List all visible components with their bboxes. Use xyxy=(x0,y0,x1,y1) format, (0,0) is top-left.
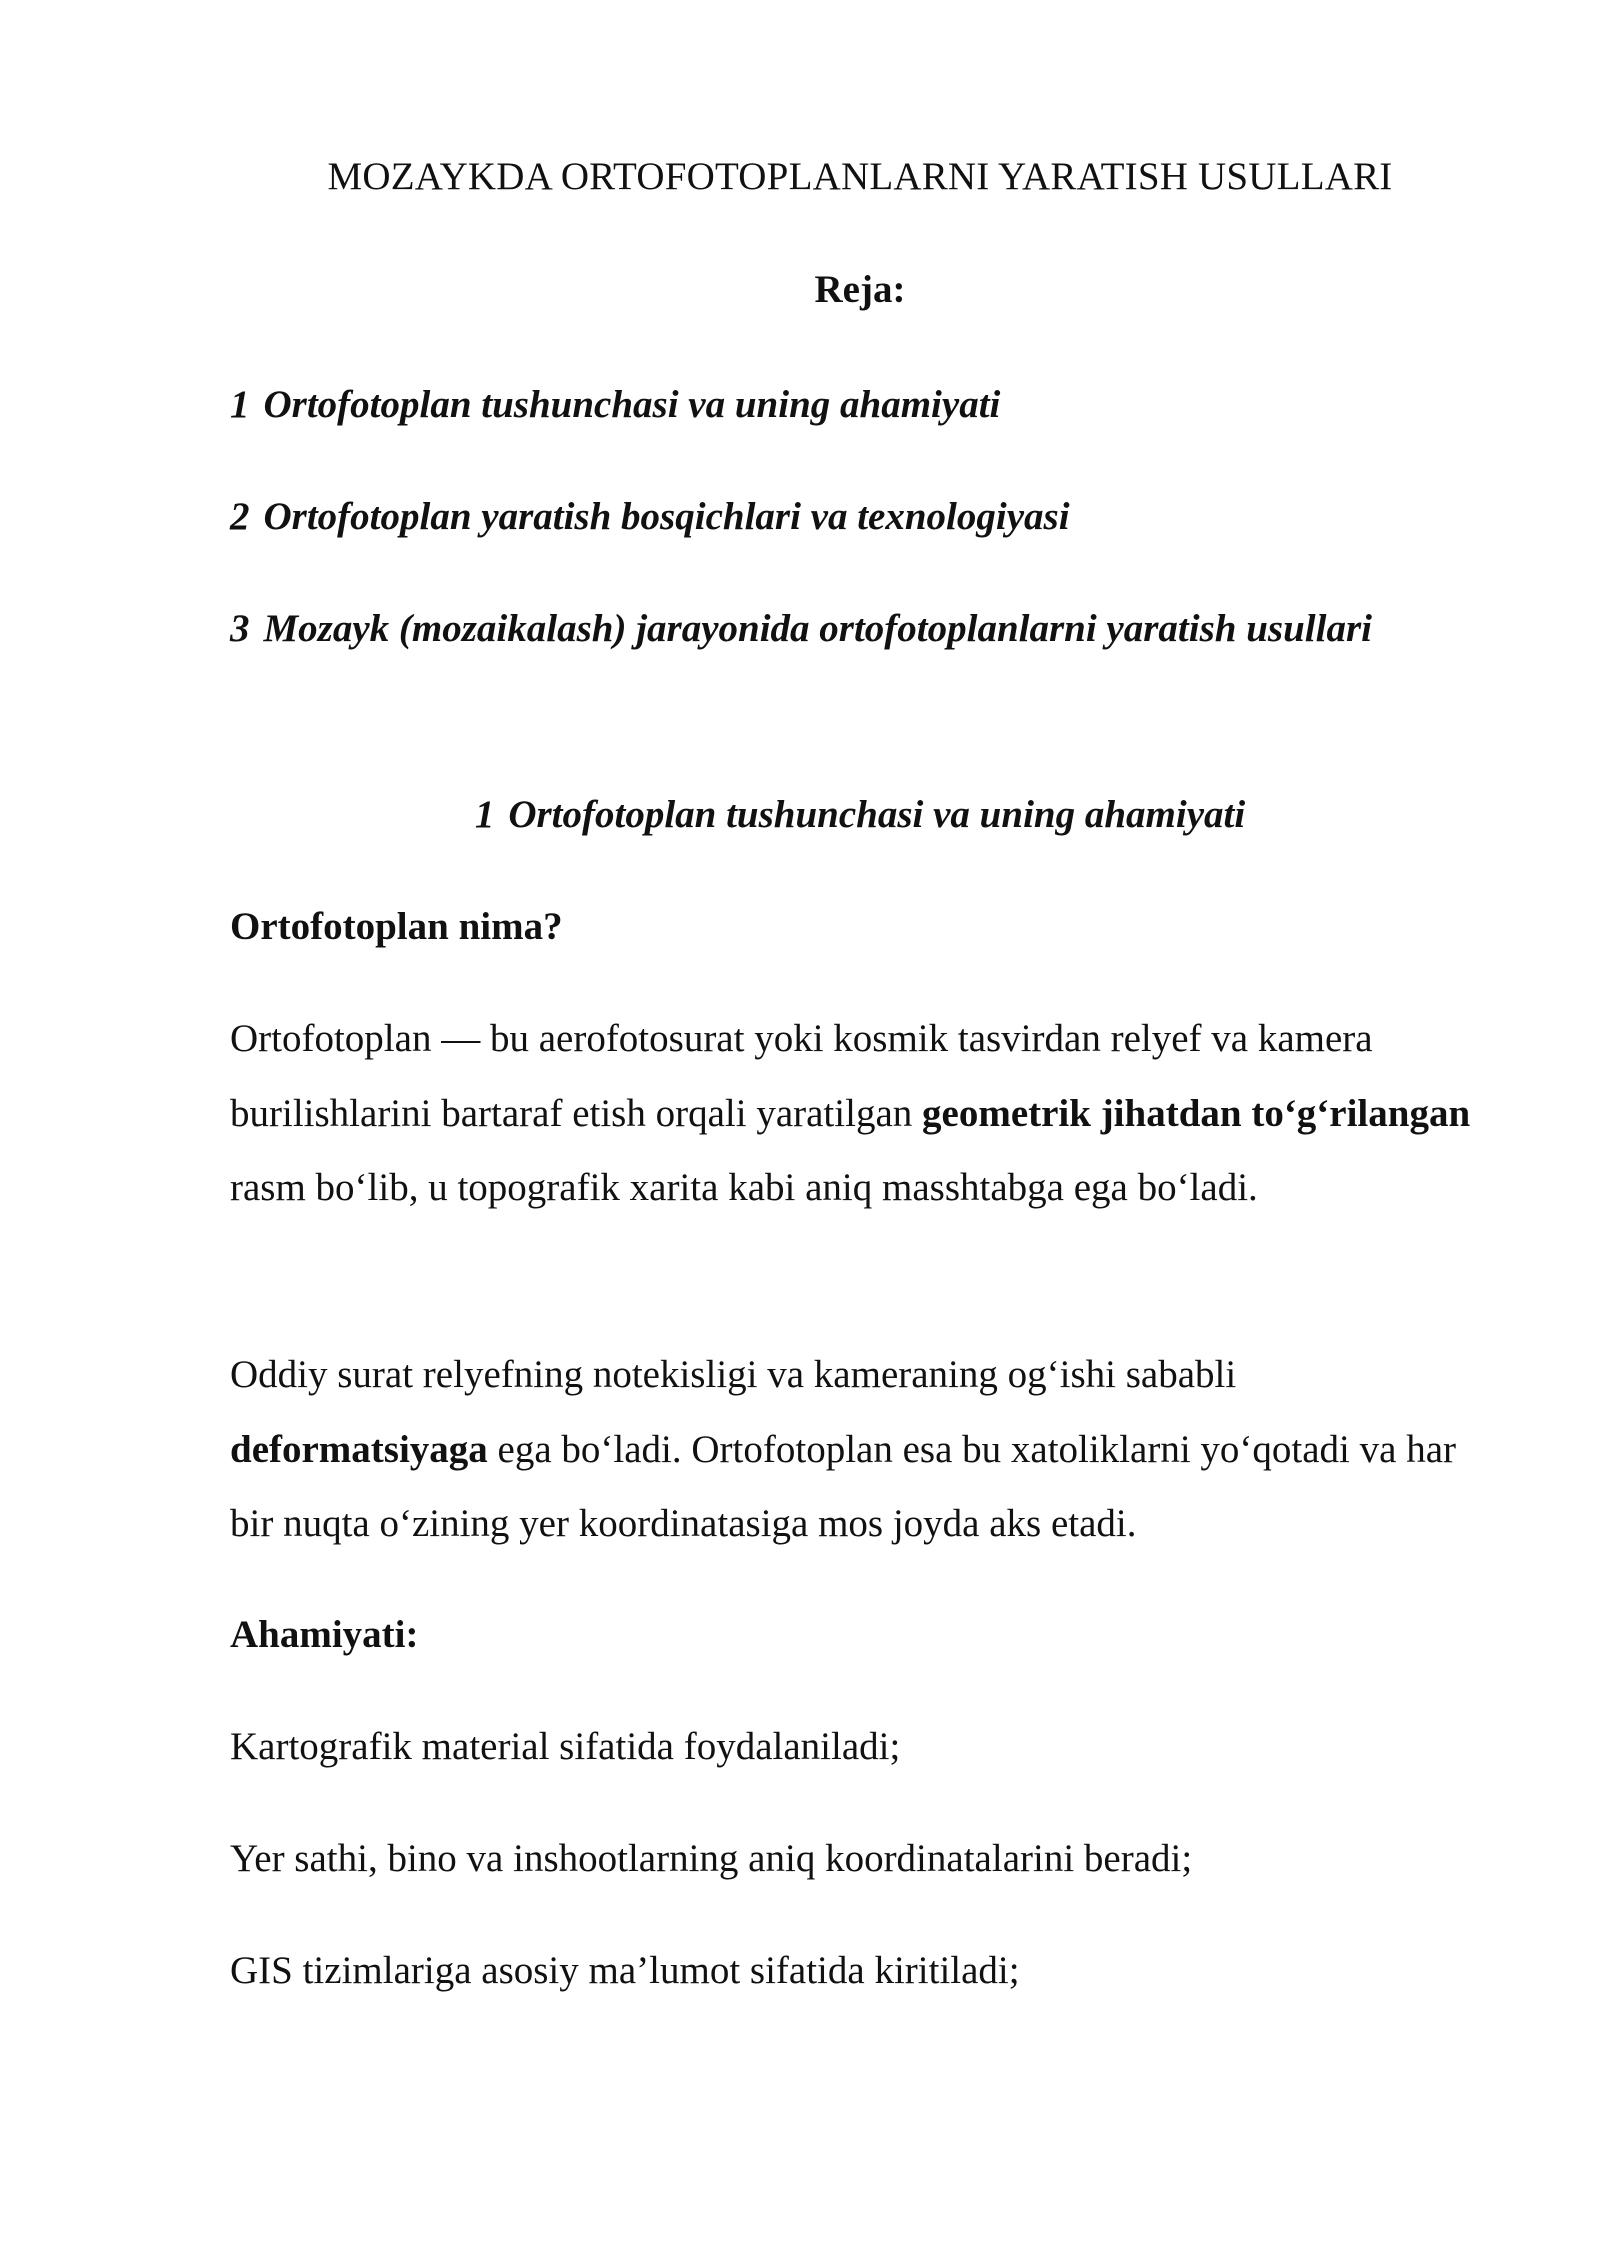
section-heading xyxy=(230,778,1490,852)
section-number: 1 xyxy=(474,793,495,836)
plan-item-text: Mozayk (mozaikalash) jarayonida ortofotoplanlarni yaratish usullari xyxy=(263,607,1372,650)
plan-item xyxy=(230,480,1390,554)
importance-item: Kartografik material sifatida foydalaniladi; xyxy=(230,1725,901,1768)
subheading-what-is: Ortofotoplan nima? xyxy=(230,905,563,948)
paragraph-text: ega bo‘ladi. Ortofotoplan esa bu xatoliklarni yo‘qotadi va har bir nuqta o‘zining yer koordinatasiga mos joyda aks etadi. xyxy=(230,1427,1456,1545)
plan-item xyxy=(230,368,1390,442)
plan-item xyxy=(230,592,1390,666)
paragraph-text: Oddiy surat relyefning notekisligi va kameraning og‘ishi sababli xyxy=(230,1353,1237,1396)
paragraph-emphasis: geometrik jihatdan to‘g‘rilangan xyxy=(922,1091,1471,1135)
plan-item-number: 1 xyxy=(230,383,250,426)
section-title: Ortofotoplan tushunchasi va uning ahamiyati xyxy=(508,793,1246,836)
plan-item-number: 3 xyxy=(230,607,250,650)
plan-item-text: Ortofotoplan yaratish bosqichlari va texnologiyasi xyxy=(263,495,1070,538)
paragraph-definition xyxy=(230,1002,1500,1226)
paragraph-emphasis: deformatsiyaga xyxy=(230,1427,488,1471)
paragraph-text: Ortofotoplan — bu aerofotosurat yoki kosmik tasvirdan relyef va kamera burilishlarini bartaraf etish orqali yaratilgan xyxy=(230,1017,1373,1135)
paragraph-deformation xyxy=(230,1338,1500,1562)
plan-item-text: Ortofotoplan tushunchasi va uning ahamiyati xyxy=(263,383,1001,426)
plan-item-number: 2 xyxy=(230,495,250,538)
document-title: MOZAYKDA ORTOFOTOPLANLARNI YARATISH USULLARI xyxy=(327,155,1393,198)
subheading-importance: Ahamiyati: xyxy=(230,1613,419,1656)
paragraph-text: rasm bo‘lib, u topografik xarita kabi aniq masshtabga ega bo‘ladi. xyxy=(230,1166,1258,1209)
importance-item: Yer sathi, bino va inshootlarning aniq koordinatalarini beradi; xyxy=(230,1837,1193,1880)
importance-item: GIS tizimlariga asosiy ma’lumot sifatida kiritiladi; xyxy=(230,1949,1020,1992)
plan-heading: Reja: xyxy=(814,268,906,311)
